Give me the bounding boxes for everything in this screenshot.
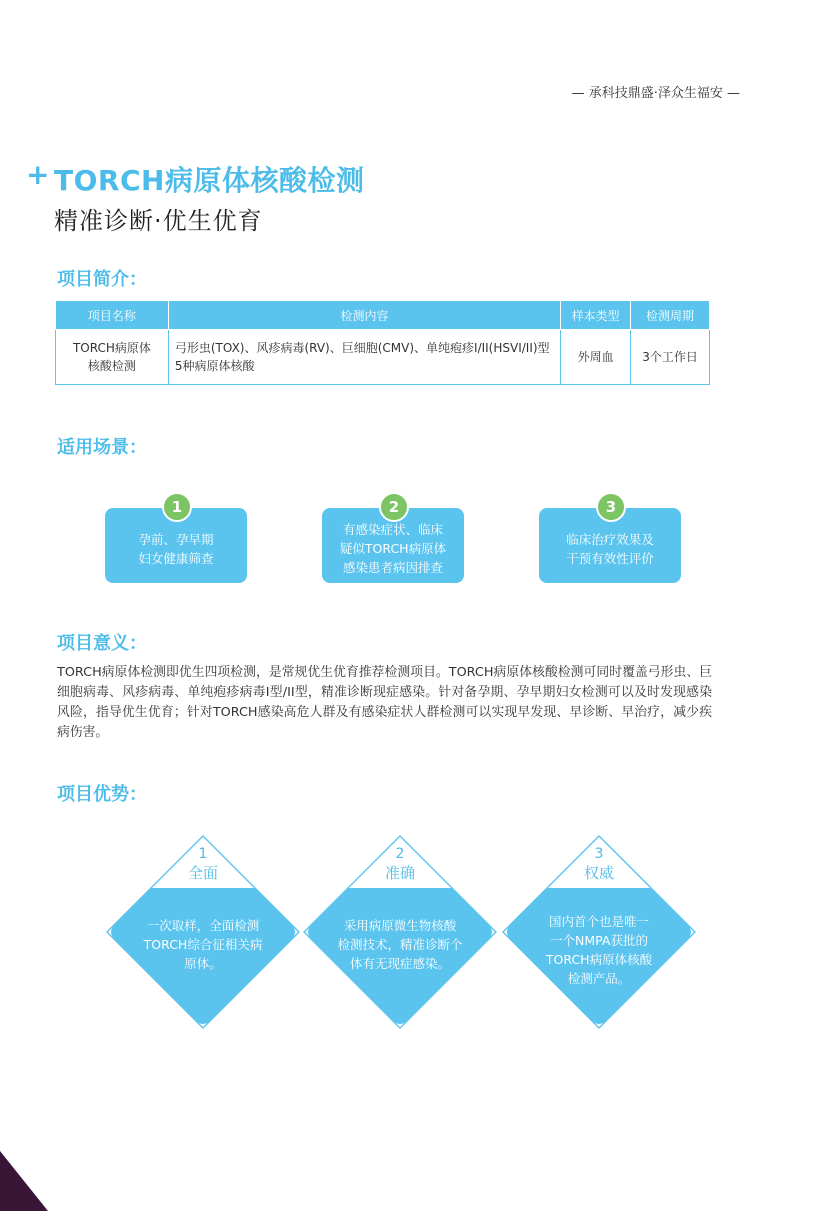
advantage-1-label: 全面: [187, 864, 218, 882]
header-tagline: — 承科技鼎盛·泽众生福安 —: [571, 86, 740, 101]
content-line-1: 弓形虫(TOX)、风疹病毒(RV)、巨细胞(CMV)、单纯疱疹I/II(HSVI/II)型: [174, 341, 550, 355]
advantage-1-line-1: 一次取样，全面检测: [146, 918, 260, 933]
advantage-3-number: 3: [594, 846, 604, 862]
page-title: TORCH病原体核酸检测: [54, 164, 365, 197]
significance-heading: 项目意义：: [57, 633, 147, 654]
page-subtitle: 精准诊断·优生优育: [54, 207, 263, 235]
scene-2-line-3: 感染患者病因排查: [342, 560, 443, 575]
advantage-3-line-2: 一个NMPA获批的: [550, 933, 648, 948]
name-line-2: 核酸检测: [87, 359, 136, 373]
advantage-3-line-1: 国内首个也是唯一: [548, 914, 649, 929]
advantage-3-text: [529, 912, 669, 988]
advantages-heading: 项目优势：: [57, 784, 147, 805]
scene-3-line-2: 干预有效性评价: [566, 550, 654, 566]
scene-2-line-1: 有感染症状、临床: [342, 522, 443, 537]
advantage-2-line-2: 检测技术，精准诊断个: [337, 937, 463, 952]
table-header-name: 项目名称: [56, 301, 169, 330]
plus-icon: +: [26, 158, 50, 191]
advantage-2-text: [330, 916, 470, 973]
advantage-2-number: 2: [395, 846, 405, 862]
corner-decoration: [0, 1151, 48, 1211]
table-header-sample: 样本类型: [561, 301, 631, 330]
advantage-2-line-3: 体有无现症感染。: [349, 956, 450, 971]
table-header-content: 检测内容: [168, 301, 560, 330]
advantage-3-label: 权威: [583, 864, 614, 882]
name-line-1: TORCH病原体: [72, 341, 151, 355]
table-header-row: [56, 301, 710, 330]
scene-1-number-badge: 1: [162, 492, 192, 522]
table-header-period: 检测周期: [631, 301, 710, 330]
advantage-2-label: 准确: [384, 864, 415, 882]
advantage-1-text: [133, 916, 273, 973]
scene-2-line-2: 疑似TORCH病原体: [339, 541, 447, 556]
significance-paragraph: TORCH病原体检测即优生四项检测，是常规优生优育推荐检测项目。TORCH病原体核酸检测可同时覆盖弓形虫、巨细胞病毒、风疹病毒、单纯疱疹病毒I型/II型，精准诊断现症感染。针对备孕期、孕早期妇女检测可以及时发现感染风险，指导优生优育；针对TORCH感染高危人群及有感染症状人群检测可以实现早发现、早诊断、早治疗，减少疾病伤害。: [57, 665, 712, 740]
table-cell-sample: 外周血: [561, 330, 631, 385]
scenes-heading: 适用场景：: [57, 437, 147, 458]
scene-1-line-1: 孕前、孕早期: [138, 531, 214, 547]
table-cell-name: [56, 330, 169, 385]
content-line-2: 5种病原体核酸: [174, 359, 255, 373]
advantage-1-line-2: TORCH综合征相关病: [143, 937, 263, 952]
intro-heading: 项目简介：: [57, 269, 147, 290]
advantage-3-line-3: TORCH病原体核酸: [545, 952, 653, 967]
advantage-3-line-4: 检测产品。: [567, 971, 631, 986]
scene-3-line-1: 临床治疗效果及: [566, 531, 654, 547]
advantage-card-1: [103, 832, 303, 1032]
advantage-card-3: [499, 832, 699, 1032]
table-cell-content: [168, 330, 560, 385]
advantage-1-line-3: 原体。: [184, 956, 222, 971]
scene-3-number-badge: 3: [596, 492, 626, 522]
table-row: [56, 330, 710, 385]
scene-1-line-2: 妇女健康筛查: [138, 550, 214, 566]
scene-2-number-badge: 2: [379, 492, 409, 522]
advantage-1-number: 1: [198, 846, 208, 862]
table-cell-period: 3个工作日: [631, 330, 710, 385]
project-table: [55, 300, 710, 385]
advantage-2-line-1: 采用病原微生物核酸: [343, 918, 457, 933]
advantage-card-2: [300, 832, 500, 1032]
